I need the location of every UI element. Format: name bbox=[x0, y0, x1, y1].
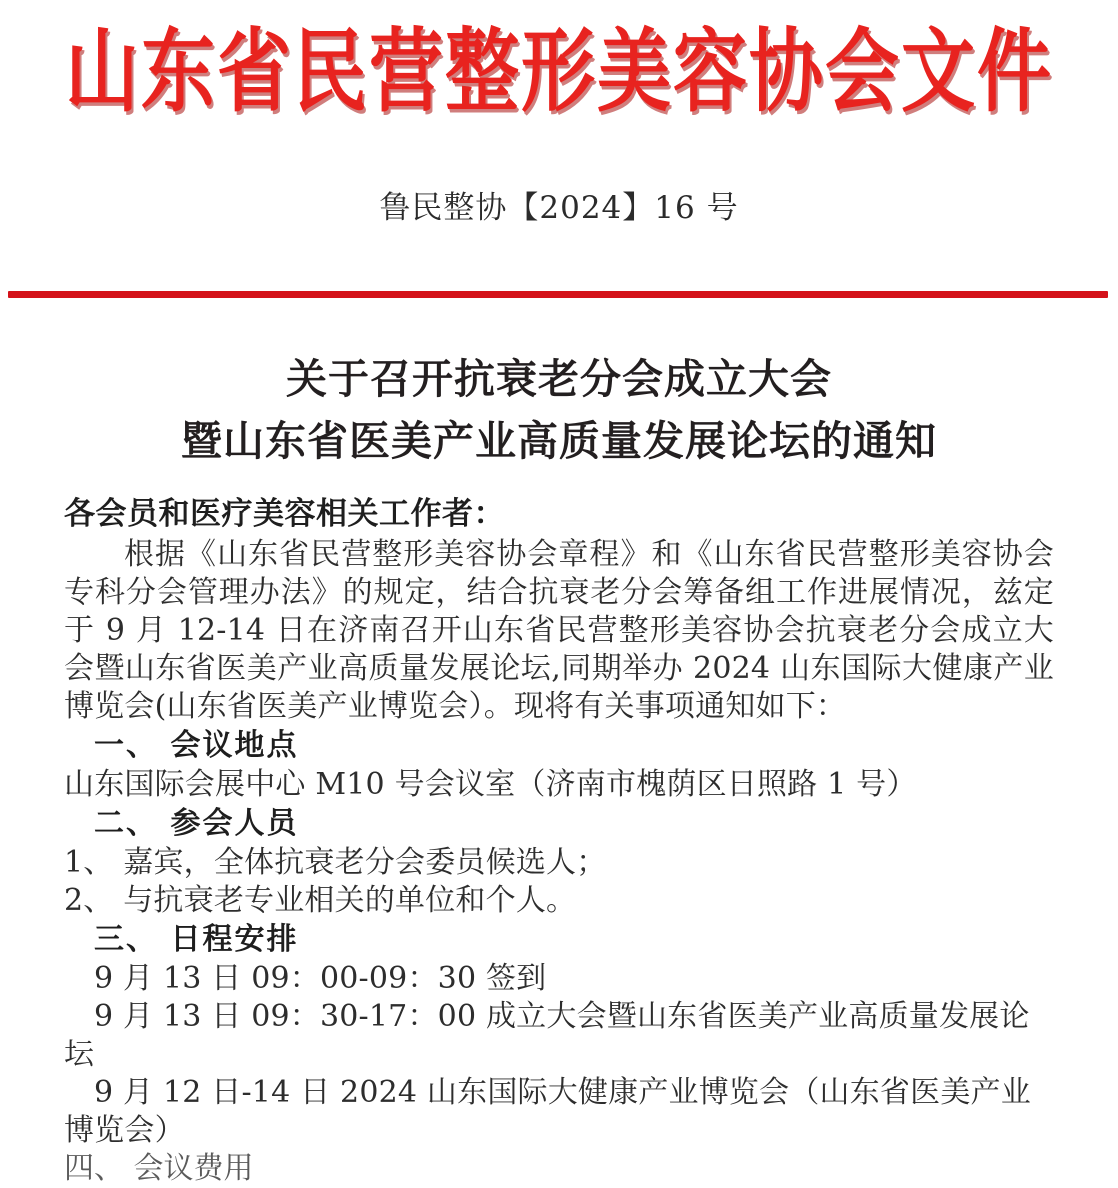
section-heading-attendees: 二、 参会人员 bbox=[94, 806, 299, 841]
document-body bbox=[64, 492, 1054, 1150]
document-title bbox=[0, 348, 1118, 472]
clipped-bottom-line: 四、 会议费用 bbox=[64, 1151, 254, 1186]
salutation: 各会员和医疗美容相关工作者： bbox=[64, 496, 505, 532]
red-divider-rule bbox=[8, 291, 1108, 298]
document-title-line-2: 暨山东省医美产业高质量发展论坛的通知 bbox=[181, 417, 937, 465]
document-title-line-1: 关于召开抗衰老分会成立大会 bbox=[286, 355, 832, 403]
section-heading-venue: 一、 会议地点 bbox=[94, 728, 299, 763]
letterhead-title: 山东省民营整形美容协会文件 bbox=[65, 19, 1053, 125]
schedule-item-2: 9 月 13 日 09：30-17：00 成立大会暨山东省医美产业高质量发展论坛 bbox=[64, 999, 1030, 1072]
section-venue-line: 山东国际会展中心 M10 号会议室（济南市槐荫区日照路 1 号） bbox=[64, 767, 917, 802]
section-heading-schedule: 三、 日程安排 bbox=[94, 922, 299, 957]
section-attendees-item-1: 1、 嘉宾，全体抗衰老分会委员候选人； bbox=[64, 845, 607, 880]
schedule-item-1: 9 月 13 日 09：00-09：30 签到 bbox=[94, 961, 547, 996]
document-serial-number: 鲁民整协【2024】16 号 bbox=[379, 190, 739, 226]
intro-paragraph: 根据《山东省民营整形美容协会章程》和《山东省民营整形美容协会专科分会管理办法》的规定，结合抗衰老分会筹备组工作进展情况，兹定于 9 月 12-14 日在济南召开山东省民营整形美容协会抗衰老分会成立大会暨山东省医美产业高质量发展论坛,同期举办 2024 山东国际大健康产业博览会(山东省医美产业博览会）。现将有关事项通知如下： bbox=[64, 537, 1054, 724]
letterhead-banner bbox=[0, 19, 1118, 125]
section-attendees-item-2: 2、 与抗衰老专业相关的单位和个人。 bbox=[64, 883, 577, 918]
schedule-item-3: 9 月 12 日-14 日 2024 山东国际大健康产业博览会（山东省医美产业博览会） bbox=[64, 1075, 1031, 1148]
